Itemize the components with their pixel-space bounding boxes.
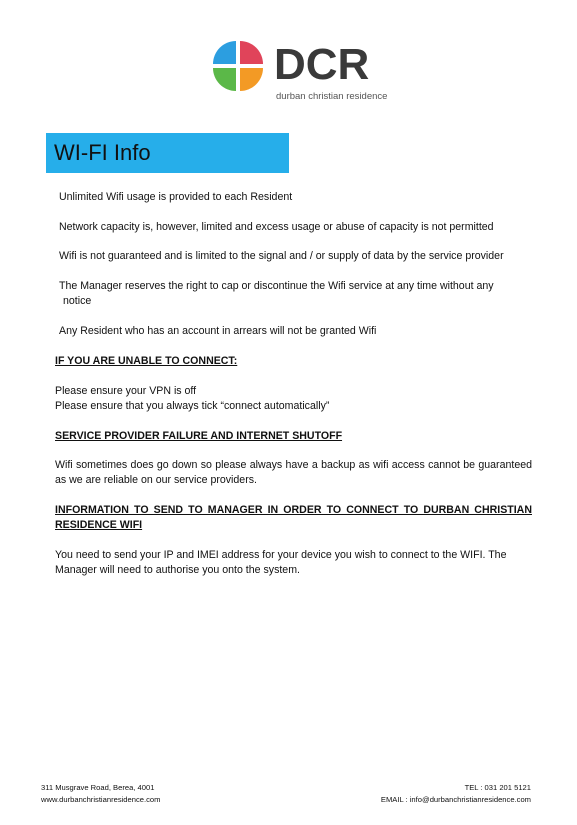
banner-title: WI-FI Info [54,140,151,165]
footer-right [381,782,531,806]
unable-line-tick: Please ensure that you always tick “connect automatically” [55,400,330,412]
rule-not-guaranteed: Wifi is not guaranteed and is limited to the signal and / or supply of data by the service provider [59,250,504,262]
footer-tel: TEL : 031 201 5121 [464,783,531,792]
footer-email[interactable]: EMAIL : info@durbanchristianresidence.com [380,795,531,804]
footer-address: 311 Musgrave Road, Berea, 4001 [41,783,155,792]
rule-manager-cap-cont: notice [63,295,92,307]
unable-line-vpn: Please ensure your VPN is off [55,385,197,397]
cross-logo-icon [212,40,264,92]
failure-heading: SERVICE PROVIDER FAILURE AND INTERNET SHUTOFF [55,430,343,442]
logo-subtitle: durban christian residence [276,91,388,102]
info-text: You need to send your IP and IMEI address for your device you wish to connect to the WIFI. The Manager will need to authorise you onto the system. [55,549,507,576]
info-heading: INFORMATION TO SEND TO MANAGER IN ORDER TO CONNECT TO DURBAN CHRISTIAN RESIDENCE WIFI [55,504,532,531]
dcr-logo [212,40,388,104]
footer-website[interactable]: www.durbanchristianresidence.com [41,795,161,804]
rule-arrears: Any Resident who has an account in arrears will not be granted Wifi [59,325,377,337]
unable-heading: IF YOU ARE UNABLE TO CONNECT: [55,355,238,367]
failure-text: Wifi sometimes does go down so please always have a backup as wifi access cannot be guaranteed as we are reliable on our service providers. [55,459,532,486]
rule-manager-cap: The Manager reserves the right to cap or discontinue the Wifi service at any time without any [59,280,494,292]
footer-left [41,782,160,806]
wifi-info-banner [46,133,289,173]
rule-unlimited: Unlimited Wifi usage is provided to each Resident [59,191,293,203]
rule-capacity: Network capacity is, however, limited and excess usage or abuse of capacity is not permitted [59,221,494,233]
logo-text: DCR [274,40,370,89]
